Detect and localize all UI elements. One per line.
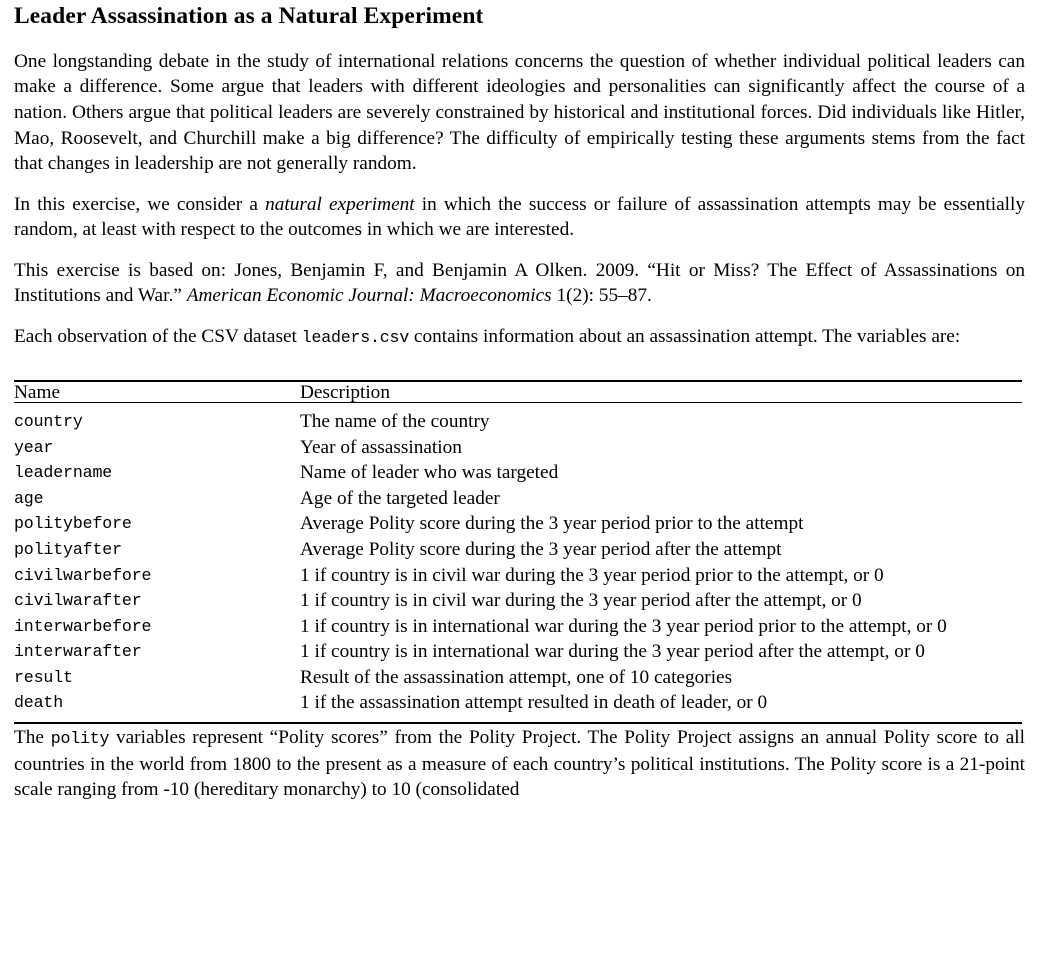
natural-experiment-text-before: In this exercise, we consider a <box>14 193 266 215</box>
variable-description: Name of leader who was targeted <box>300 462 559 484</box>
citation-lead: This exercise is based on: Jones, Benjamin F, and Benjamin A Olken. 2009. “Hit or Miss? The Effect of Assassinations on Institutions and War.” <box>14 259 1025 307</box>
variable-description: Result of the assassination attempt, one of 10 categories <box>300 666 733 688</box>
polity-text-before: The <box>14 727 51 749</box>
dataset-filename-code: leaders.csv <box>301 328 410 348</box>
paragraph-natural-experiment <box>14 192 1025 243</box>
variable-name: country <box>14 411 83 431</box>
variable-description: 1 if country is in civil war during the 3 year period prior to the attempt, or 0 <box>300 564 884 586</box>
document-content <box>14 0 1025 803</box>
table-row <box>14 435 1022 461</box>
dataset-text-before: Each observation of the CSV dataset <box>14 326 302 348</box>
variable-description: The name of the country <box>300 410 490 432</box>
table-row <box>14 690 1022 722</box>
variable-description: Average Polity score during the 3 year period prior to the attempt <box>300 513 804 535</box>
citation-journal-title: American Economic Journal: Macroeconomics <box>186 285 552 307</box>
table-row <box>14 511 1022 537</box>
page-title: Leader Assassination as a Natural Experiment <box>14 3 484 29</box>
variable-name: death <box>14 693 64 713</box>
citation-locator: 1(2): 55–87. <box>551 285 652 307</box>
paragraph-citation <box>14 258 1025 309</box>
variable-name: polityafter <box>14 539 122 559</box>
table-row <box>14 563 1022 589</box>
natural-experiment-emphasis: natural experiment <box>265 193 415 215</box>
variables-table-container <box>14 380 1022 725</box>
polity-text-after: variables represent “Polity scores” from the Polity Project. The Polity Project assigns an annual Polity score to all countries in the world from 1800 to the present as a measure of each country’s political institutions. The Polity score is a 21-point scale ranging from -10 (hereditary monarchy) to 10 (consolidated <box>14 727 1025 801</box>
table-row <box>14 639 1022 665</box>
variable-name: result <box>14 667 73 687</box>
variable-name: interwarbefore <box>14 616 152 636</box>
table-row <box>14 588 1022 614</box>
table-row <box>14 486 1022 512</box>
variable-name: age <box>14 488 44 508</box>
column-header-name: Name <box>14 381 61 403</box>
variable-name: civilwarafter <box>14 591 142 611</box>
variable-name: politybefore <box>14 514 132 534</box>
variable-description: Average Polity score during the 3 year period after the attempt <box>300 538 782 560</box>
variables-table <box>14 383 1022 402</box>
paragraph-dataset <box>14 324 1025 351</box>
variable-description: Year of assassination <box>300 436 462 458</box>
variable-description: 1 if country is in international war during the 3 year period prior to the attempt, or 0 <box>300 615 947 637</box>
paragraph-polity <box>14 725 1025 803</box>
table-row <box>14 403 1022 435</box>
variables-table-tbody <box>14 403 1022 722</box>
variables-table-body <box>14 403 1022 722</box>
variable-name: civilwarbefore <box>14 565 152 585</box>
variable-description: 1 if the assassination attempt resulted in death of leader, or 0 <box>300 692 768 714</box>
variable-name: interwarafter <box>14 642 142 662</box>
polity-variable-code: polity <box>50 729 110 749</box>
variable-description: Age of the targeted leader <box>300 487 500 509</box>
table-header-row <box>14 383 1022 402</box>
column-header-description: Description <box>300 381 390 403</box>
variable-name: leadername <box>14 463 113 483</box>
table-row <box>14 460 1022 486</box>
paragraph-intro: One longstanding debate in the study of international relations concerns the question of whether individual political leaders can make a difference. Some argue that leaders with different ideologies and personalities can significantly affect the course of a nation. Others argue that political leaders are severely constrained by historical and institutional forces. Did individuals like Hitler, Mao, Roosevelt, and Churchill make a big difference? The difficulty of empirically testing these arguments stems from the fact that changes in leadership are not generally random. <box>14 50 1025 175</box>
variable-description: 1 if country is in civil war during the 3 year period after the attempt, or 0 <box>300 590 862 612</box>
table-row <box>14 665 1022 691</box>
variable-description: 1 if country is in international war during the 3 year period after the attempt, or 0 <box>300 641 925 663</box>
table-row <box>14 537 1022 563</box>
variable-name: year <box>14 437 54 457</box>
table-row <box>14 614 1022 640</box>
dataset-text-after: contains information about an assassination attempt. The variables are: <box>409 326 961 348</box>
natural-experiment-text-after: in which the success or failure of assassination attempts may be essentially random, at least with respect to the outcomes in which we are interested. <box>14 193 1025 241</box>
